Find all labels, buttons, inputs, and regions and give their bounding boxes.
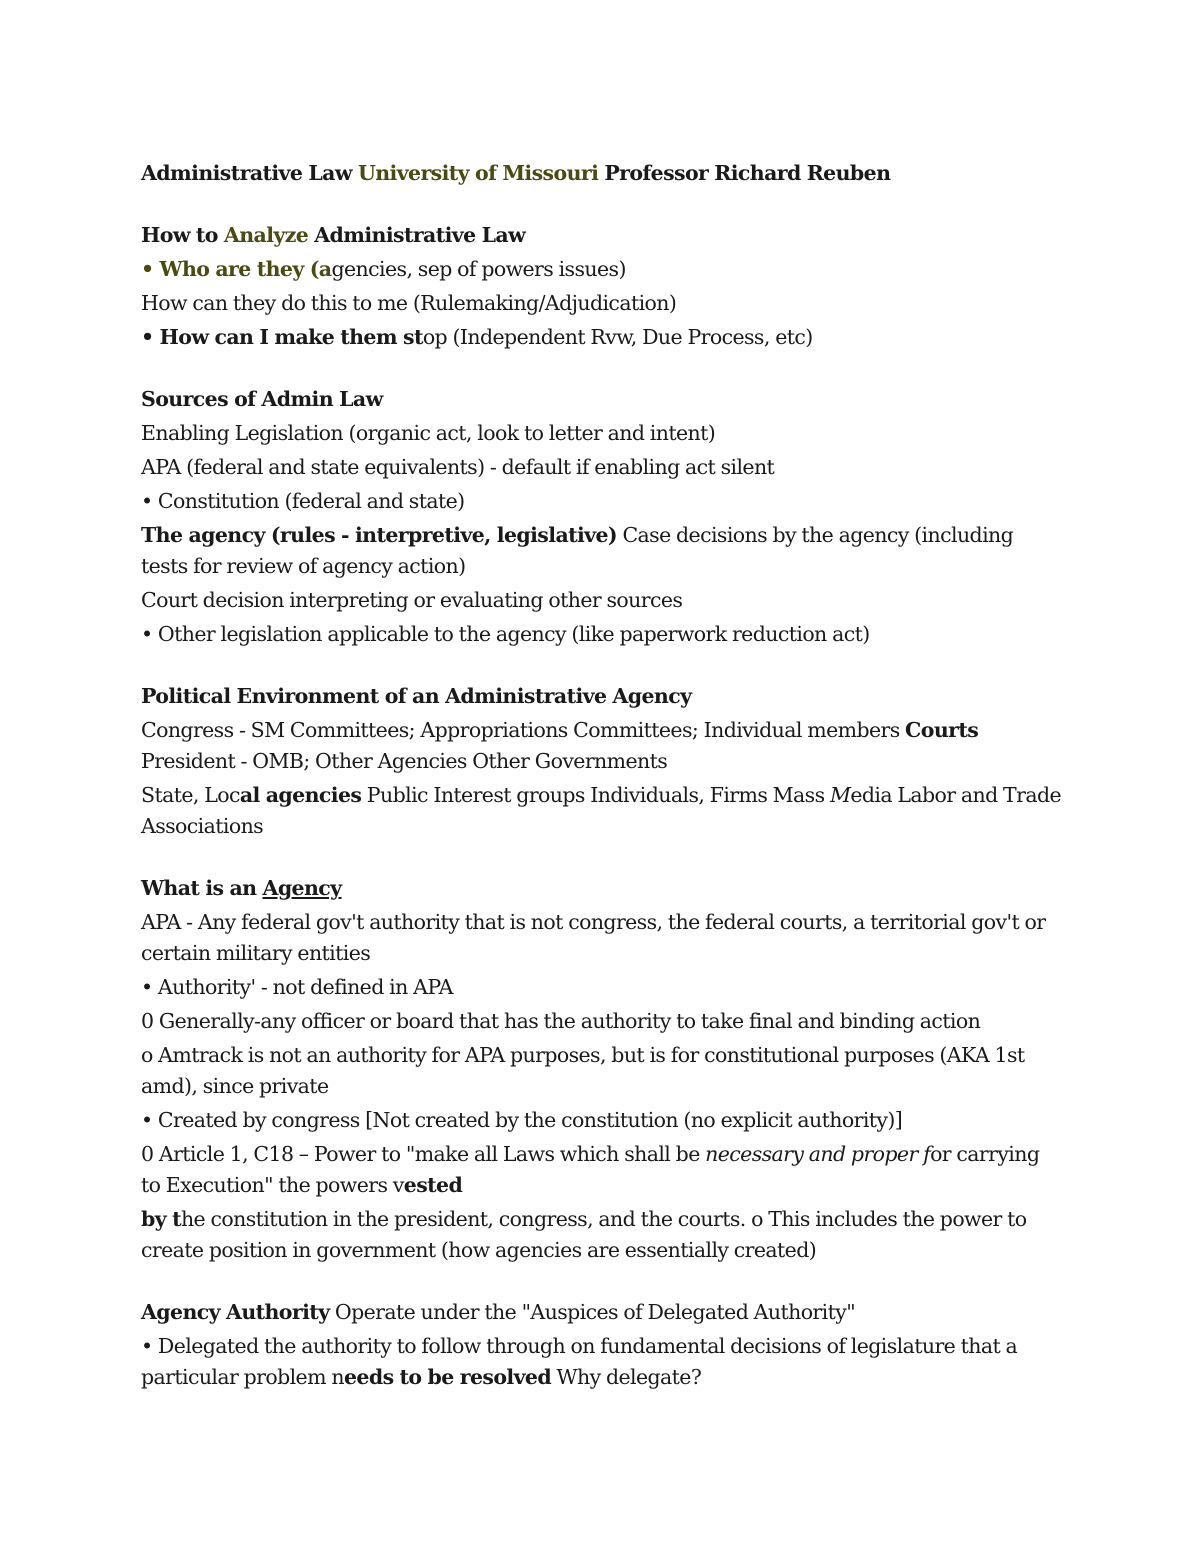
document-body — [141, 158, 1061, 1396]
line-text: Public Interest groups Individuals, Firms Mass — [361, 783, 830, 807]
line-generally: 0 Generally-any officer or board that has the authority to take final and binding action — [141, 1009, 981, 1033]
bold-text: Courts — [905, 718, 979, 742]
line-text: • Delegated the authority to follow through on fundamental decisions of legislature that a particular problem n — [141, 1334, 1018, 1389]
bullet-lead: • Who are they (a — [141, 257, 332, 281]
heading-text: Analyze — [223, 223, 309, 247]
bullet-created-by-congress: • Created by congress [Not created by the constitution (no explicit authority)] — [141, 1108, 903, 1132]
heading-text: Agency — [262, 876, 342, 900]
line-text: President - OMB; Other Agencies Other Governments — [141, 749, 668, 773]
bullet-text: gencies, sep of powers issues) — [331, 257, 626, 281]
line-text: Operate under the "Auspices of Delegated Authority" — [329, 1300, 856, 1324]
line-text: 0 Article 1, C18 – Power to "make all Laws which shall be — [141, 1142, 706, 1166]
section-heading-agency — [141, 873, 1061, 904]
line-court-decision: Court decision interpreting or evaluating other sources — [141, 588, 683, 612]
bullet-constitution: • Constitution (federal and state) — [141, 489, 465, 513]
bullet-text: op (Independent Rvw, Due Process, etc) — [422, 325, 813, 349]
heading-text: What is an — [141, 876, 263, 900]
line-how-can-they: How can they do this to me (Rulemaking/Adjudication) — [141, 291, 677, 315]
bullet-delegated — [141, 1331, 1061, 1393]
heading-text: How to — [141, 223, 224, 247]
italic-text: M — [829, 783, 851, 807]
title-part-1: Administrative Law — [141, 161, 358, 185]
section-heading-political: Political Environment of an Administrative Agency — [141, 684, 692, 708]
italic-text: necessary and proper f — [705, 1142, 931, 1166]
bold-text: by t — [141, 1207, 181, 1231]
bullet-other-legislation: • Other legislation applicable to the agency (like paperwork reduction act) — [141, 622, 870, 646]
bullet-lead: • How can I make them st — [141, 325, 423, 349]
bullet-authority: • Authority' - not defined in APA — [141, 975, 453, 999]
bold-text: eeds to be resolved — [343, 1365, 552, 1389]
line-text: he constitution in the president, congress, and the courts. o This includes the power to create position in government (how agencies are essentially created) — [141, 1207, 1027, 1262]
line-text: Why delegate? — [551, 1365, 702, 1389]
line-apa: APA (federal and state equivalents) - default if enabling act silent — [141, 455, 775, 479]
section-heading-analyze — [141, 220, 1061, 251]
line-text: Case decisions by the agency (including tests for review of agency action) — [141, 523, 1014, 578]
line-text: or carrying to Execution" the powers v — [141, 1142, 1040, 1197]
bold-text: ested — [403, 1173, 463, 1197]
line-article-1 — [141, 1139, 1061, 1201]
bullet-who-are-they — [141, 254, 1061, 285]
section-heading-sources: Sources of Admin Law — [141, 387, 383, 411]
line-the-agency — [141, 520, 1061, 582]
title-part-3: Professor Richard Reuben — [598, 161, 891, 185]
line-text: Congress - SM Committees; Appropriations Committees; Individual members — [141, 718, 906, 742]
heading-text: Agency Authority — [141, 1300, 330, 1324]
bold-text: al agencies — [239, 783, 362, 807]
line-congress — [141, 715, 1061, 777]
line-text: State, Loc — [141, 783, 240, 807]
heading-text: Administrative Law — [308, 223, 526, 247]
line-state-local — [141, 780, 1061, 842]
bold-lead: The agency (rules - interpretive, legislative) — [141, 523, 618, 547]
bullet-make-them-stop — [141, 322, 1061, 353]
line-by-the-constitution — [141, 1204, 1061, 1266]
line-apa-definition: APA - Any federal gov't authority that is not congress, the federal courts, a territorial gov't or certain military entities — [141, 910, 1046, 965]
line-enabling-legislation: Enabling Legislation (organic act, look to letter and intent) — [141, 421, 716, 445]
line-amtrack: o Amtrack is not an authority for APA purposes, but is for constitutional purposes (AKA 1st amd), since private — [141, 1043, 1025, 1098]
title-part-2: University of Missouri — [357, 161, 599, 185]
line-text: edia Labor and Trade Associations — [141, 783, 1062, 838]
section-heading-authority — [141, 1297, 1061, 1328]
document-title — [141, 158, 1061, 189]
